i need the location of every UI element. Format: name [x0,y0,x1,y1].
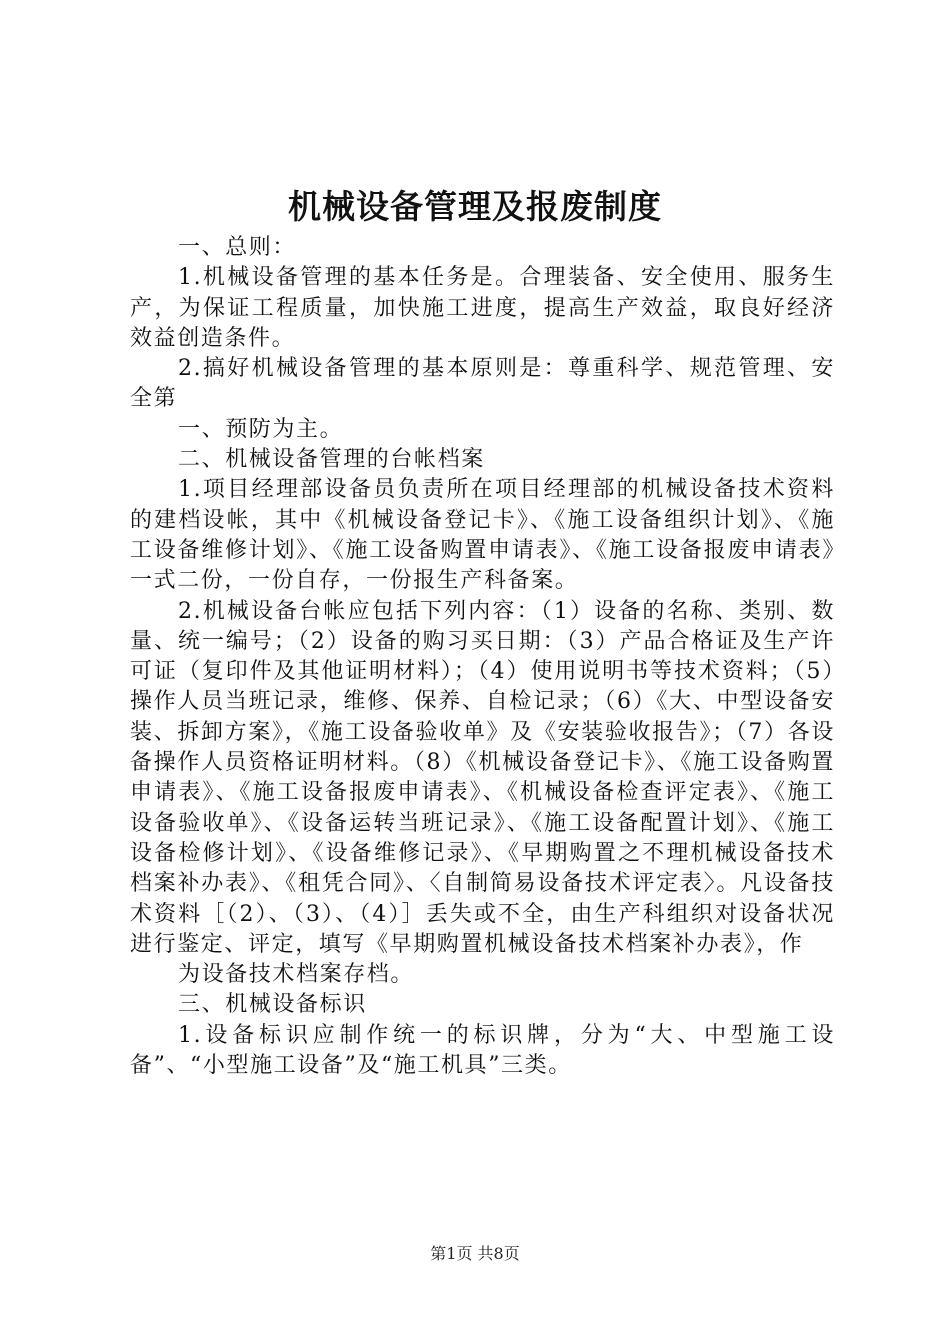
document-title: 机械设备管理及报废制度 [288,187,662,226]
paragraph-prevention-first: 一、预防为主。 [178,416,344,442]
paragraph-basic-task: 1.机械设备管理的基本任务是。合理装备、安全使用、服务生产，为保证工程质量，加快施工进度，提高生产效益，取良好经济效益创造条件。 [130,265,835,351]
section-heading-general: 一、总则： [178,235,297,260]
paragraph-basic-principle: 2.搞好机械设备管理的基本原则是：尊重科学、规范管理、安全第 [130,356,835,412]
paragraph-marking-plates: 1.设备标识应制作统一的标识牌，分为“大、中型施工设备”、“小型施工设备”及“施工机具”三类。 [130,1022,835,1079]
section-heading-equipment-marking: 三、机械设备标识 [178,992,367,1018]
paragraph-ledger-contents: 2.机械设备台帐应包括下列内容：（1）设备的名称、类别、数量、统一编号；（2）设备的购习买日期：（3）产品合格证及生产许可证（复印件及其他证明材料）；（4）使用说明书等技术资料；（5）操作人员当班记录，维修、保养、自检记录；（6）《大、中型设备安装、拆卸方案》，《施工设备验收单》及《安装验收报告》；（7）各设备操作人员资格证明材料。（8）《机械设备登记卡》、《施工设备购置申请表》、《施工设备报废申请表》、《机械设备检查评定表》、《施工设备验收单》、《设备运转当班记录》、《施工设备配置计划》、《施工设备检修计划》、《设备维修记录》、《早期购置之不理机械设备技术档案补办表》、《租凭合同》、〈自制简易设备技术评定表〉。凡设备技术资料［（2）、（3）、（4）］丢失或不全，由生产科组织对设备状况进行鉴定、评定，填写《早期购置机械设备技术档案补办表》，作 [130,598,835,957]
paragraph-archive-responsibility: 1.项目经理部设备员负责所在项目经理部的机械设备技术资料的建档设帐，其中《机械设备登记卡》、《施工设备组织计划》、《施工设备维修计划》、《施工设备购置申请表》、《施工设备报废申请表》一式二份，一份自存，一份报生产科备案。 [130,477,835,594]
document-body [130,233,835,1081]
page-footer: 第1页 共8页 [430,1244,520,1263]
section-heading-ledger-archive: 二、机械设备管理的台帐档案 [178,447,485,473]
paragraph-archive-storage: 为设备技术档案存档。 [178,962,415,988]
